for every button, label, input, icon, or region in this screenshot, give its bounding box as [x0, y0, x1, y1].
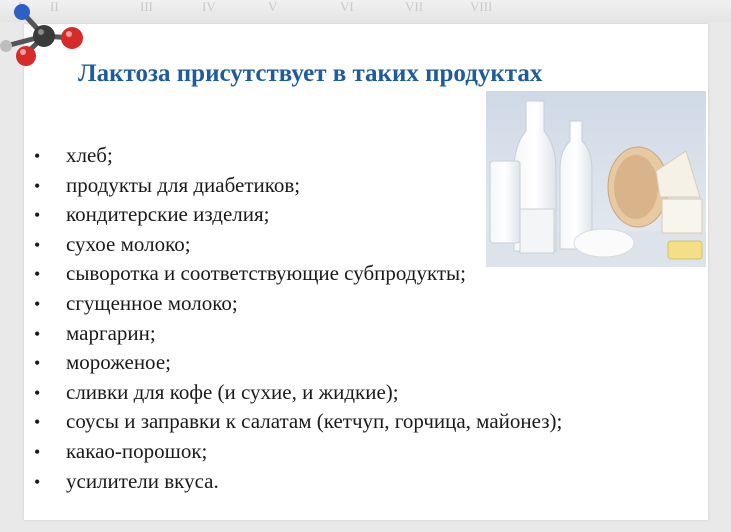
list-item-text: какао-порошок; [66, 438, 208, 463]
list-item-text: маргарин; [66, 320, 156, 345]
bullet-icon: • [34, 264, 41, 285]
bullet-icon: • [34, 293, 41, 314]
bullet-icon: • [34, 382, 41, 403]
list-item-text: усилители вкуса. [66, 468, 219, 493]
roman-numeral: V [268, 0, 278, 14]
list-item [34, 230, 562, 260]
roman-numeral: VIII [470, 0, 493, 14]
bullet-icon: • [34, 323, 41, 344]
roman-numeral: VII [405, 0, 424, 14]
bullet-icon: • [34, 441, 41, 462]
list-item-text: сыворотка и соответствующие субпродукты; [66, 261, 466, 286]
list-item [34, 259, 562, 289]
list-item [34, 467, 562, 497]
list-item-text: сливки для кофе (и сухие, и жидкие); [66, 379, 399, 404]
list-item [34, 378, 562, 408]
list-item [34, 437, 562, 467]
bullet-icon: • [34, 205, 41, 226]
list-item-text: мороженое; [66, 350, 171, 375]
bullet-icon: • [34, 146, 41, 166]
list-item [34, 319, 562, 349]
list-item-text: кондитерские изделия; [66, 202, 270, 227]
list-item-text: продукты для диабетиков; [66, 172, 301, 197]
bullet-icon: • [34, 175, 41, 196]
list-item-text: сухое молоко; [66, 231, 191, 256]
roman-numeral: III [140, 0, 153, 14]
list-item-text: хлеб; [66, 143, 113, 167]
list-item [34, 141, 562, 171]
list-item-text: соусы и заправки к салатам (кетчуп, горчица, майонез); [66, 409, 563, 434]
roman-numeral: II [50, 0, 59, 14]
list-item-text: сгущенное молоко; [66, 290, 238, 315]
roman-numeral: VI [340, 0, 354, 14]
list-item [34, 407, 562, 437]
list-item [34, 348, 562, 378]
list-item [34, 171, 562, 201]
lactose-products-list [34, 141, 562, 496]
list-item [34, 200, 562, 230]
list-item [34, 289, 562, 319]
slide-title: Лактоза присутствует в таких продуктах [78, 60, 543, 87]
bullet-icon: • [34, 353, 41, 374]
bullet-icon: • [34, 412, 41, 433]
roman-numeral: IV [202, 0, 216, 14]
top-decorative-band [0, 0, 731, 22]
bullet-icon: • [34, 234, 41, 255]
bullet-icon: • [34, 471, 41, 492]
